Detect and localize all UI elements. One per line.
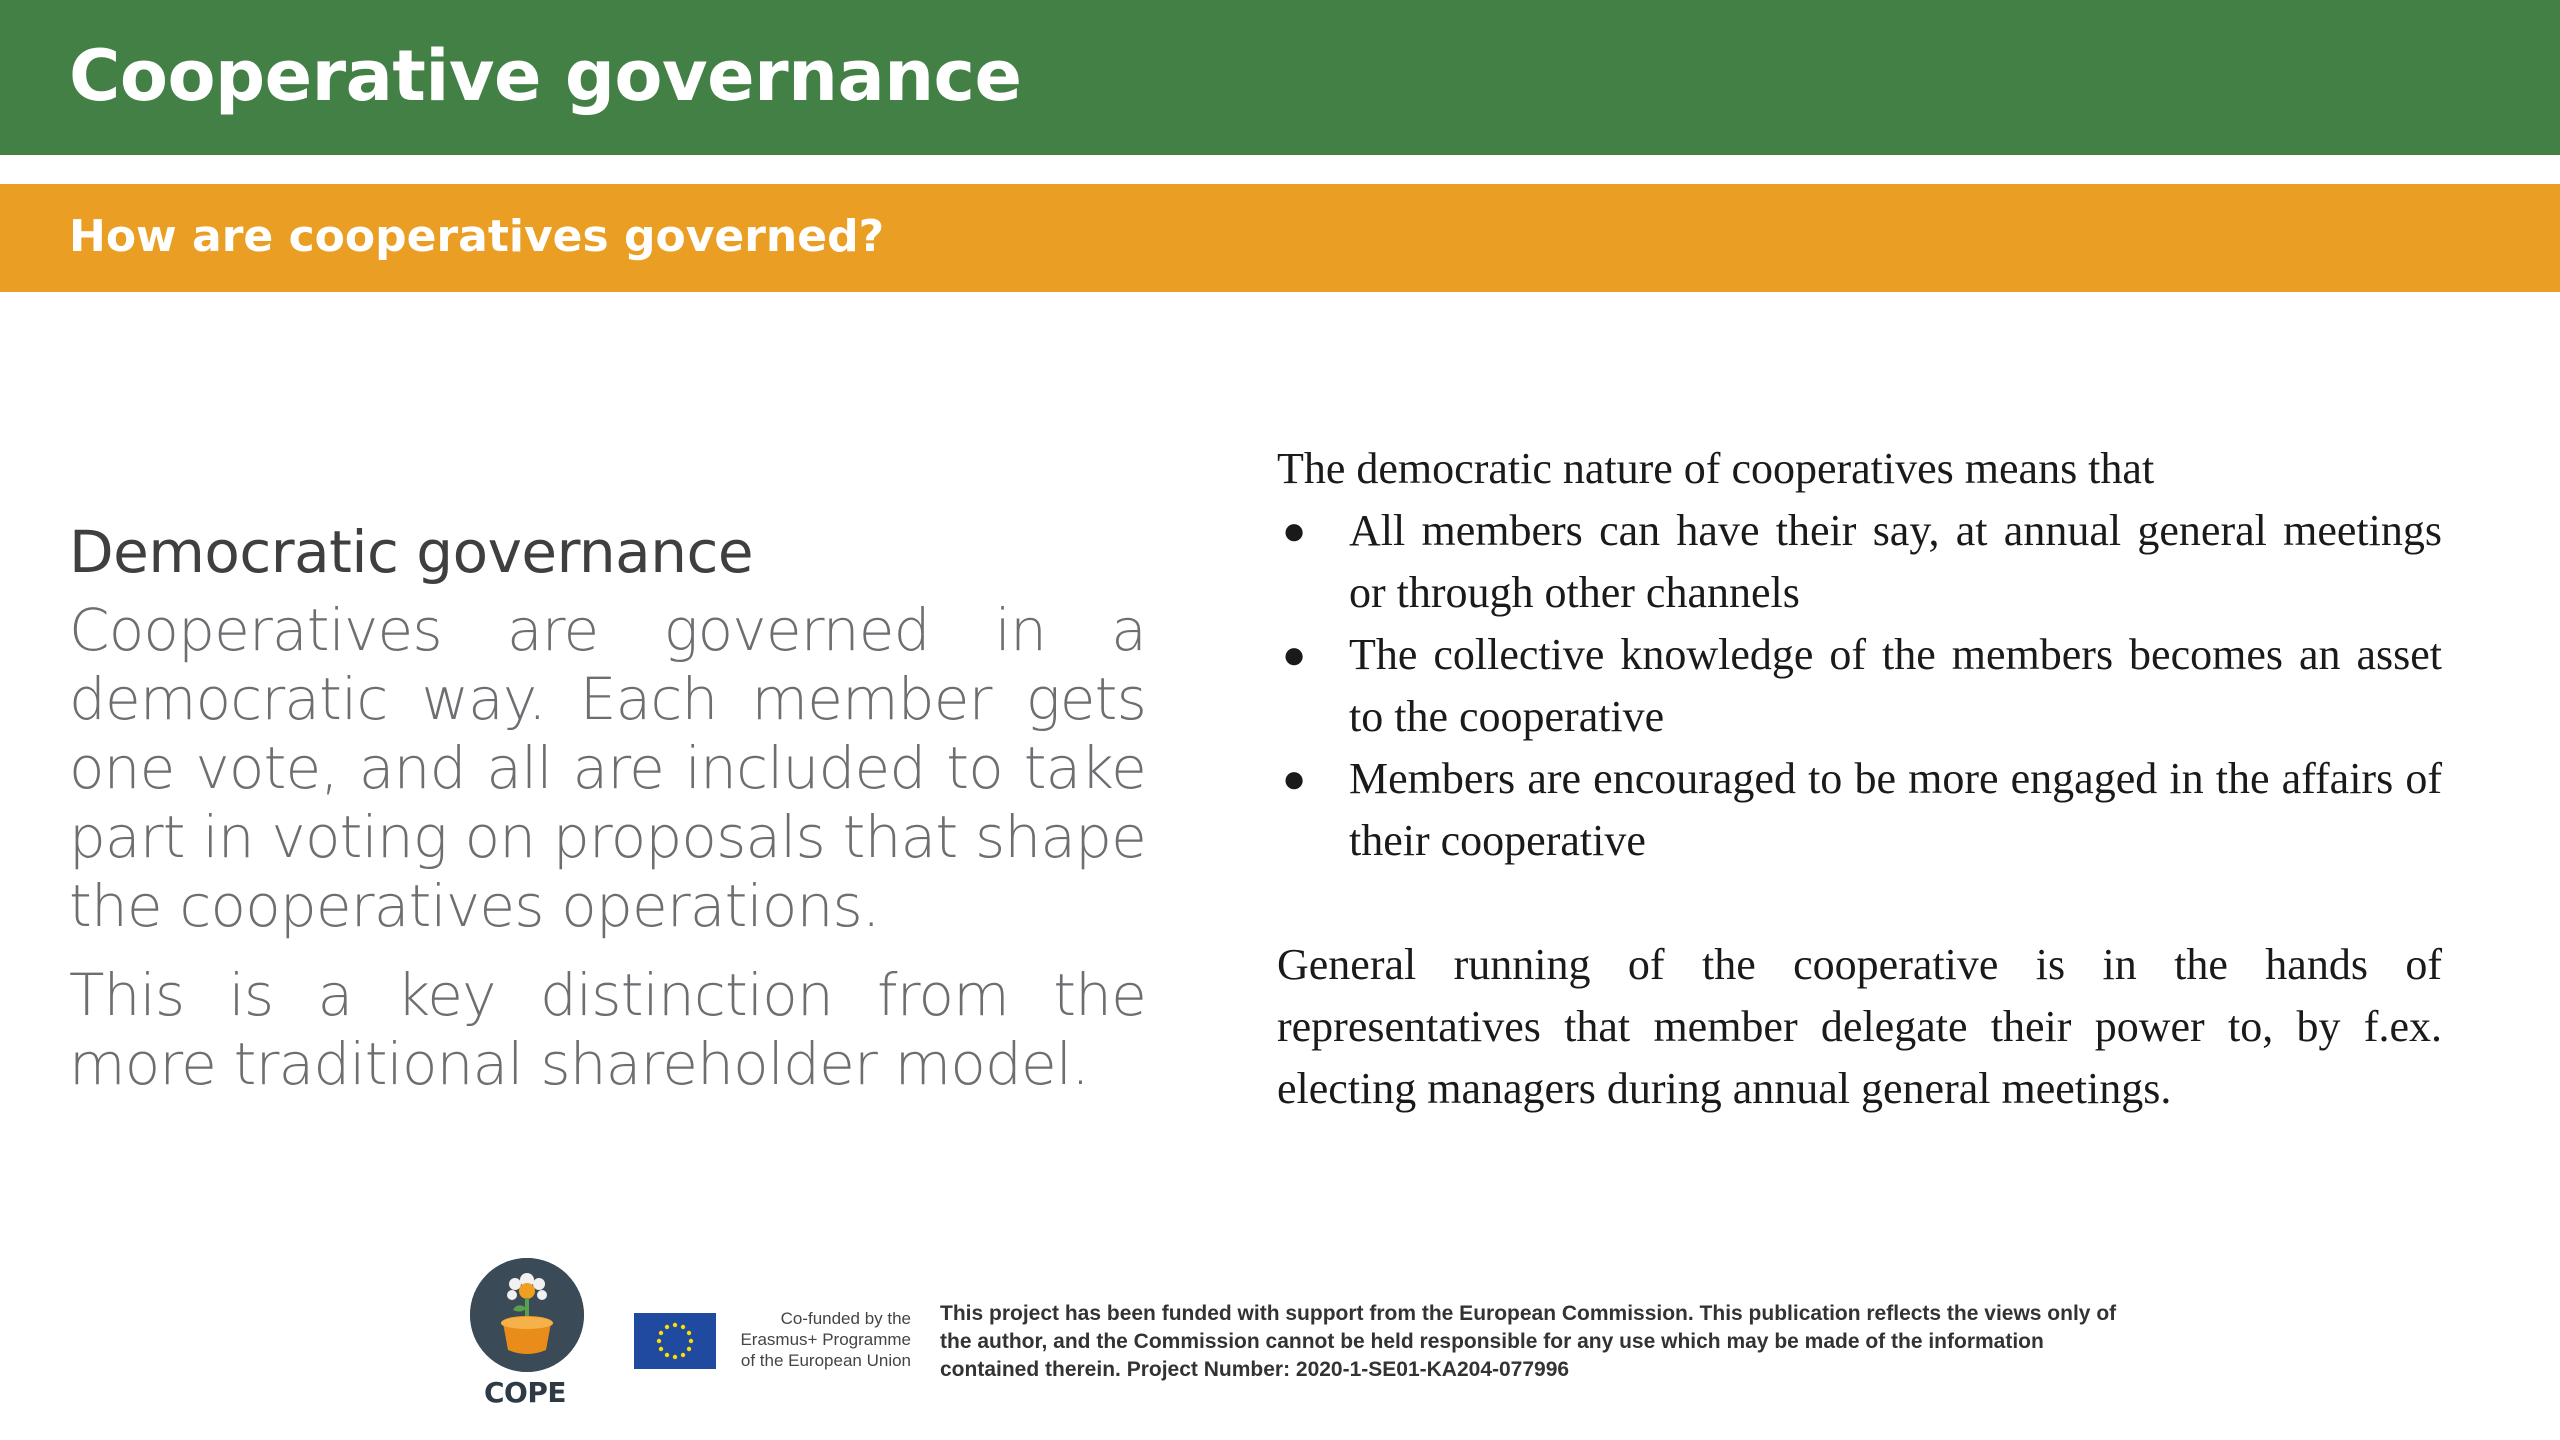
bullet-icon: ● (1282, 508, 1307, 553)
list-item (1277, 748, 2442, 872)
right-intro: The democratic nature of cooperatives means that (1277, 444, 2155, 493)
bullet-list (1277, 500, 2442, 872)
left-heading: Democratic governance (69, 518, 754, 586)
slide-title: Cooperative governance (69, 35, 1022, 117)
list-item (1277, 624, 2442, 748)
left-paragraph-2: This is a key distinction from the more traditional shareholder model. (69, 961, 1146, 1098)
bullet-icon: ● (1282, 756, 1307, 801)
bullet-text: Members are encouraged to be more engaged in the affairs of their cooperative (1349, 754, 2442, 865)
disclaimer-text: This project has been funded with support from the European Commission. This publication reflects the views only of the author, and the Commission cannot be held responsible for any use which may be made of the information contained therein. Project Number: 2020-1-SE01-KA204-077996 (940, 1302, 2117, 1381)
bullet-text: All members can have their say, at annual general meetings or through other channels (1349, 506, 2442, 617)
list-item (1277, 500, 2442, 624)
eu-flag-icon (634, 1313, 716, 1369)
left-column (69, 512, 1146, 1119)
footer (0, 1258, 2560, 1418)
cope-logo-icon (470, 1258, 584, 1372)
cope-label: COPE (484, 1376, 566, 1409)
left-paragraph-1: Cooperatives are governed in a democratic way. Each member gets one vote, and all are included to take part in voting on proposals that shape the cooperatives operations. (69, 596, 1146, 940)
right-paragraph: General running of the cooperative is in the hands of representatives that member delegate their power to, by f.ex. electing managers during annual general meetings. (1277, 940, 2442, 1113)
cofunded-text: Co-funded by the Erasmus+ Programme of the European Union (740, 1309, 911, 1370)
slide-subtitle: How are cooperatives governed? (69, 211, 885, 262)
subtitle-bar (0, 184, 2560, 292)
bullet-icon: ● (1282, 632, 1307, 677)
bullet-text: The collective knowledge of the members becomes an asset to the cooperative (1349, 630, 2442, 741)
title-bar (0, 0, 2560, 155)
right-column (1277, 438, 2442, 1120)
